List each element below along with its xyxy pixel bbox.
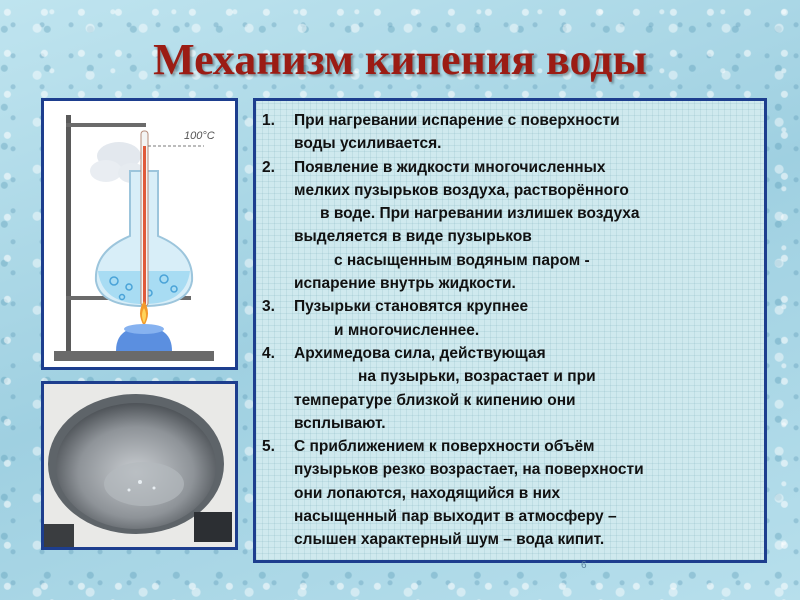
item-text-line: С приближением к поверхности объём — [294, 438, 595, 456]
list-item — [262, 156, 754, 296]
water-surface — [104, 462, 184, 506]
item-text-line: они лопаются, находящийся в них — [294, 484, 561, 502]
item-text-line: испарение внутрь жидкости. — [294, 275, 516, 293]
item-number: 1. — [262, 112, 275, 129]
item-text-line: пузырьков резко возрастает, на поверхности — [294, 461, 644, 479]
list-item — [262, 435, 754, 551]
stand-rod — [66, 115, 71, 360]
stand-base — [54, 351, 214, 361]
item-text-line: с насыщенным водяным паром - — [334, 251, 590, 269]
item-text-line: воды усиливается. — [294, 135, 442, 153]
thermometer-mercury — [143, 146, 146, 304]
item-text-line: температуре близкой к кипению они — [294, 391, 576, 409]
item-text-line: Пузырьки становятся крупнее — [294, 298, 529, 316]
item-number: 3. — [262, 298, 275, 316]
steel-pot-image — [44, 384, 235, 547]
item-text-line: в воде. При нагревании излишек воздуха — [320, 205, 640, 223]
item-text-line: на пузырьки, возрастает и при — [358, 368, 596, 386]
item-text-line: выделяется в виде пузырьков — [294, 228, 532, 246]
list-item — [262, 342, 754, 435]
item-text-line: Архимедова сила, действующая — [294, 344, 546, 362]
upper-clamp — [66, 123, 146, 127]
item-number: 4. — [262, 344, 275, 362]
item-text-line: мелких пузырьков воздуха, растворённого — [294, 181, 629, 199]
numbered-list — [262, 109, 754, 552]
boiling-mechanism-list — [253, 98, 767, 563]
item-number: 5. — [262, 438, 275, 456]
item-text-line: и многочисленнее. — [334, 321, 480, 339]
stove-grate — [194, 512, 232, 542]
list-item — [262, 295, 754, 342]
item-text-line: Появление в жидкости многочисленных — [294, 158, 606, 176]
flask-heating-diagram — [44, 101, 235, 367]
page-number: 6 — [581, 560, 587, 571]
item-text-line: При нагревании испарение с поверхности — [294, 112, 620, 129]
item-number: 2. — [262, 158, 275, 176]
slide-title: Механизм кипения воды — [153, 35, 647, 84]
pot-photo — [41, 381, 238, 550]
item-text-line: всплывают. — [294, 414, 386, 432]
item-text-line: насыщенный пар выходит в атмосферу – — [294, 508, 617, 526]
item-text-line: слышен характерный шум – вода кипит. — [294, 531, 605, 549]
temperature-label: 100°C — [184, 130, 215, 142]
list-item — [262, 109, 754, 156]
flask-illustration — [41, 98, 238, 370]
